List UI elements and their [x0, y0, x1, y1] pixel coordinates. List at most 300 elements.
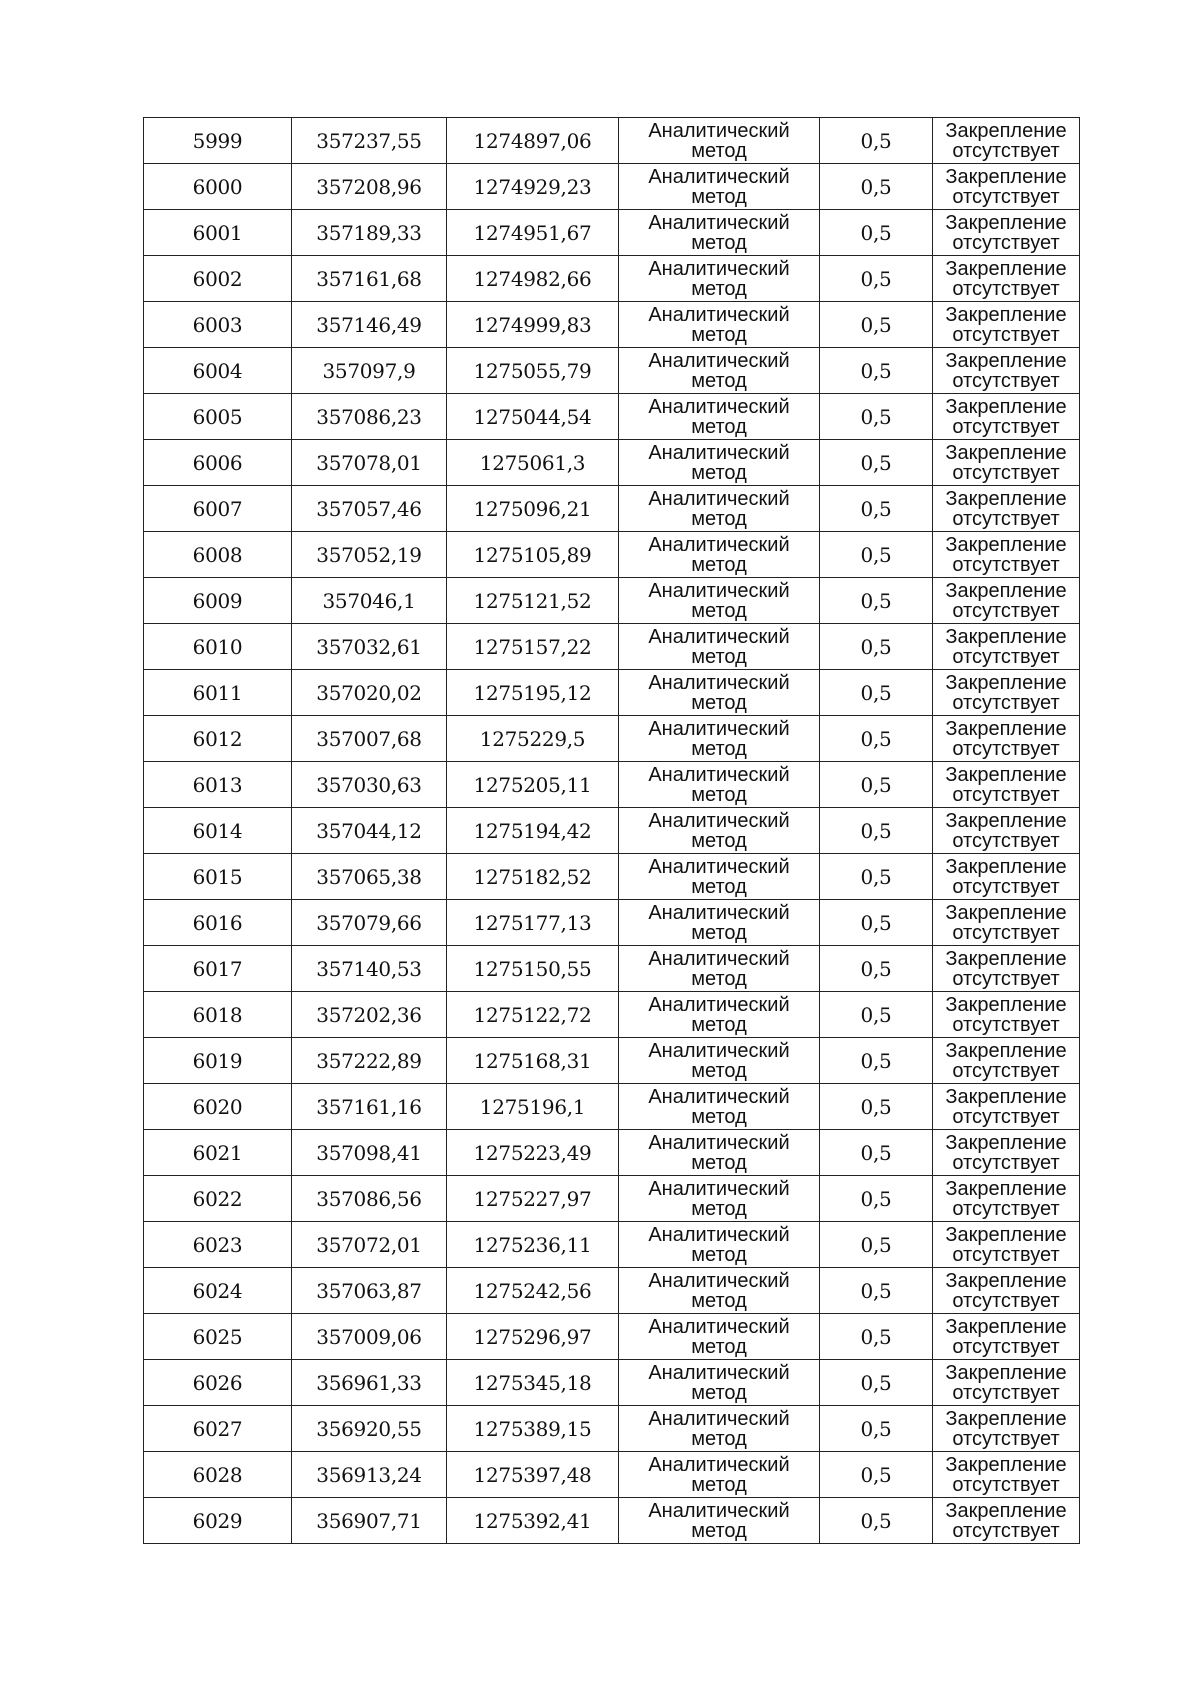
point-number-cell: 6002	[144, 256, 292, 302]
method-cell	[619, 578, 820, 624]
y-coordinate-cell: 1275182,52	[447, 854, 619, 900]
accuracy-cell: 0,5	[820, 1498, 933, 1544]
y-coordinate-cell: 1275055,79	[447, 348, 619, 394]
method-text-line: Аналитический	[648, 671, 790, 694]
accuracy-cell: 0,5	[820, 1038, 933, 1084]
table-row	[144, 394, 1080, 440]
method-text-line: Аналитический	[648, 349, 790, 372]
fixing-cell	[933, 1498, 1080, 1544]
x-coordinate-cell: 357078,01	[292, 440, 447, 486]
fixing-cell	[933, 1268, 1080, 1314]
fixing-text-line: Закрепление	[945, 487, 1067, 510]
table-row	[144, 486, 1080, 532]
method-text-line: Аналитический	[648, 395, 790, 418]
fixing-text-line: отсутствует	[952, 1289, 1060, 1312]
accuracy-cell: 0,5	[820, 302, 933, 348]
fixing-cell	[933, 992, 1080, 1038]
accuracy-cell: 0,5	[820, 1222, 933, 1268]
fixing-text-line: Закрепление	[945, 1177, 1067, 1200]
method-text-line: Аналитический	[648, 1131, 790, 1154]
fixing-text-line: отсутствует	[952, 1059, 1060, 1082]
point-number-cell: 6010	[144, 624, 292, 670]
method-text-line: Аналитический	[648, 211, 790, 234]
x-coordinate-cell: 357030,63	[292, 762, 447, 808]
accuracy-cell: 0,5	[820, 1452, 933, 1498]
fixing-text-line: отсутствует	[952, 1013, 1060, 1036]
method-text-line: метод	[691, 277, 747, 300]
table-row	[144, 1498, 1080, 1544]
y-coordinate-cell: 1275044,54	[447, 394, 619, 440]
table-row	[144, 1452, 1080, 1498]
y-coordinate-cell: 1275223,49	[447, 1130, 619, 1176]
y-coordinate-cell: 1275236,11	[447, 1222, 619, 1268]
table-row	[144, 670, 1080, 716]
method-cell	[619, 1130, 820, 1176]
accuracy-cell: 0,5	[820, 118, 933, 164]
fixing-text-line: Закрепление	[945, 1453, 1067, 1476]
x-coordinate-cell: 357046,1	[292, 578, 447, 624]
method-text-line: Аналитический	[648, 303, 790, 326]
accuracy-cell: 0,5	[820, 900, 933, 946]
fixing-text-line: отсутствует	[952, 1197, 1060, 1220]
table-row	[144, 1222, 1080, 1268]
fixing-text-line: Закрепление	[945, 1085, 1067, 1108]
y-coordinate-cell: 1275150,55	[447, 946, 619, 992]
y-coordinate-cell: 1275061,3	[447, 440, 619, 486]
x-coordinate-cell: 357098,41	[292, 1130, 447, 1176]
method-cell	[619, 1360, 820, 1406]
fixing-cell	[933, 1222, 1080, 1268]
method-text-line: Аналитический	[648, 809, 790, 832]
fixing-text-line: Закрепление	[945, 1131, 1067, 1154]
fixing-cell	[933, 854, 1080, 900]
accuracy-cell: 0,5	[820, 716, 933, 762]
accuracy-cell: 0,5	[820, 1084, 933, 1130]
point-number-cell: 6014	[144, 808, 292, 854]
method-text-line: метод	[691, 507, 747, 530]
accuracy-cell: 0,5	[820, 946, 933, 992]
method-text-line: Аналитический	[648, 901, 790, 924]
y-coordinate-cell: 1274951,67	[447, 210, 619, 256]
method-text-line: метод	[691, 875, 747, 898]
method-text-line: Аналитический	[648, 1453, 790, 1476]
x-coordinate-cell: 357072,01	[292, 1222, 447, 1268]
method-text-line: Аналитический	[648, 533, 790, 556]
method-text-line: Аналитический	[648, 1407, 790, 1430]
x-coordinate-cell: 357086,23	[292, 394, 447, 440]
fixing-text-line: отсутствует	[952, 875, 1060, 898]
point-number-cell: 6021	[144, 1130, 292, 1176]
method-text-line: метод	[691, 1335, 747, 1358]
fixing-text-line: Закрепление	[945, 1361, 1067, 1384]
fixing-text-line: Закрепление	[945, 533, 1067, 556]
method-text-line: метод	[691, 1197, 747, 1220]
fixing-text-line: Закрепление	[945, 579, 1067, 602]
fixing-text-line: Закрепление	[945, 211, 1067, 234]
accuracy-cell: 0,5	[820, 578, 933, 624]
point-number-cell: 6027	[144, 1406, 292, 1452]
table-row	[144, 900, 1080, 946]
fixing-cell	[933, 946, 1080, 992]
method-text-line: Аналитический	[648, 579, 790, 602]
point-number-cell: 6020	[144, 1084, 292, 1130]
point-number-cell: 6013	[144, 762, 292, 808]
fixing-text-line: Закрепление	[945, 717, 1067, 740]
fixing-text-line: Закрепление	[945, 947, 1067, 970]
fixing-text-line: Закрепление	[945, 625, 1067, 648]
y-coordinate-cell: 1275196,1	[447, 1084, 619, 1130]
accuracy-cell: 0,5	[820, 1406, 933, 1452]
method-cell	[619, 1084, 820, 1130]
method-text-line: метод	[691, 829, 747, 852]
method-cell	[619, 1452, 820, 1498]
accuracy-cell: 0,5	[820, 808, 933, 854]
x-coordinate-cell: 357020,02	[292, 670, 447, 716]
accuracy-cell: 0,5	[820, 394, 933, 440]
method-text-line: метод	[691, 1381, 747, 1404]
method-text-line: Аналитический	[648, 625, 790, 648]
fixing-text-line: Закрепление	[945, 1039, 1067, 1062]
table-row	[144, 808, 1080, 854]
method-cell	[619, 1222, 820, 1268]
fixing-cell	[933, 1314, 1080, 1360]
fixing-text-line: Закрепление	[945, 1499, 1067, 1522]
method-cell	[619, 532, 820, 578]
table-body	[144, 118, 1080, 1544]
fixing-cell	[933, 256, 1080, 302]
fixing-text-line: отсутствует	[952, 783, 1060, 806]
y-coordinate-cell: 1274982,66	[447, 256, 619, 302]
table-row	[144, 1130, 1080, 1176]
method-cell	[619, 762, 820, 808]
fixing-cell	[933, 532, 1080, 578]
method-text-line: Аналитический	[648, 993, 790, 1016]
y-coordinate-cell: 1275205,11	[447, 762, 619, 808]
point-number-cell: 6003	[144, 302, 292, 348]
method-text-line: метод	[691, 1473, 747, 1496]
y-coordinate-cell: 1275194,42	[447, 808, 619, 854]
fixing-text-line: Закрепление	[945, 165, 1067, 188]
method-text-line: Аналитический	[648, 1315, 790, 1338]
table-row	[144, 256, 1080, 302]
x-coordinate-cell: 357052,19	[292, 532, 447, 578]
x-coordinate-cell: 357237,55	[292, 118, 447, 164]
y-coordinate-cell: 1275168,31	[447, 1038, 619, 1084]
fixing-text-line: Закрепление	[945, 763, 1067, 786]
method-text-line: метод	[691, 139, 747, 162]
x-coordinate-cell: 357044,12	[292, 808, 447, 854]
x-coordinate-cell: 357086,56	[292, 1176, 447, 1222]
method-cell	[619, 210, 820, 256]
method-cell	[619, 808, 820, 854]
table-row	[144, 716, 1080, 762]
point-number-cell: 6025	[144, 1314, 292, 1360]
method-text-line: Аналитический	[648, 1085, 790, 1108]
method-text-line: метод	[691, 323, 747, 346]
y-coordinate-cell: 1275389,15	[447, 1406, 619, 1452]
method-text-line: метод	[691, 737, 747, 760]
accuracy-cell: 0,5	[820, 440, 933, 486]
method-text-line: метод	[691, 231, 747, 254]
point-number-cell: 6001	[144, 210, 292, 256]
point-number-cell: 6007	[144, 486, 292, 532]
method-text-line: метод	[691, 783, 747, 806]
method-text-line: метод	[691, 599, 747, 622]
accuracy-cell: 0,5	[820, 256, 933, 302]
accuracy-cell: 0,5	[820, 348, 933, 394]
table-row	[144, 762, 1080, 808]
x-coordinate-cell: 357097,9	[292, 348, 447, 394]
accuracy-cell: 0,5	[820, 992, 933, 1038]
fixing-text-line: Закрепление	[945, 1407, 1067, 1430]
fixing-text-line: отсутствует	[952, 1151, 1060, 1174]
method-text-line: Аналитический	[648, 119, 790, 142]
accuracy-cell: 0,5	[820, 1268, 933, 1314]
x-coordinate-cell: 357009,06	[292, 1314, 447, 1360]
x-coordinate-cell: 356907,71	[292, 1498, 447, 1544]
x-coordinate-cell: 357222,89	[292, 1038, 447, 1084]
fixing-text-line: Закрепление	[945, 993, 1067, 1016]
table-row	[144, 1084, 1080, 1130]
fixing-cell	[933, 1406, 1080, 1452]
method-cell	[619, 716, 820, 762]
fixing-text-line: Закрепление	[945, 441, 1067, 464]
accuracy-cell: 0,5	[820, 1360, 933, 1406]
x-coordinate-cell: 357208,96	[292, 164, 447, 210]
fixing-text-line: Закрепление	[945, 1269, 1067, 1292]
x-coordinate-cell: 357032,61	[292, 624, 447, 670]
method-cell	[619, 1038, 820, 1084]
fixing-cell	[933, 1176, 1080, 1222]
method-text-line: Аналитический	[648, 1223, 790, 1246]
x-coordinate-cell: 357146,49	[292, 302, 447, 348]
method-cell	[619, 1406, 820, 1452]
y-coordinate-cell: 1275157,22	[447, 624, 619, 670]
point-number-cell: 6022	[144, 1176, 292, 1222]
table-row	[144, 1360, 1080, 1406]
fixing-text-line: отсутствует	[952, 1473, 1060, 1496]
point-number-cell: 6029	[144, 1498, 292, 1544]
y-coordinate-cell: 1275177,13	[447, 900, 619, 946]
y-coordinate-cell: 1275397,48	[447, 1452, 619, 1498]
fixing-cell	[933, 164, 1080, 210]
fixing-cell	[933, 762, 1080, 808]
point-number-cell: 6011	[144, 670, 292, 716]
y-coordinate-cell: 1275105,89	[447, 532, 619, 578]
method-text-line: Аналитический	[648, 947, 790, 970]
fixing-cell	[933, 1360, 1080, 1406]
fixing-text-line: Закрепление	[945, 1223, 1067, 1246]
fixing-cell	[933, 210, 1080, 256]
fixing-cell	[933, 578, 1080, 624]
y-coordinate-cell: 1275392,41	[447, 1498, 619, 1544]
method-text-line: метод	[691, 461, 747, 484]
x-coordinate-cell: 356920,55	[292, 1406, 447, 1452]
y-coordinate-cell: 1274999,83	[447, 302, 619, 348]
method-cell	[619, 164, 820, 210]
table-row	[144, 348, 1080, 394]
table-row	[144, 302, 1080, 348]
accuracy-cell: 0,5	[820, 624, 933, 670]
fixing-text-line: отсутствует	[952, 1519, 1060, 1542]
fixing-text-line: отсутствует	[952, 277, 1060, 300]
point-number-cell: 6006	[144, 440, 292, 486]
method-text-line: метод	[691, 369, 747, 392]
accuracy-cell: 0,5	[820, 670, 933, 716]
fixing-text-line: отсутствует	[952, 1381, 1060, 1404]
fixing-text-line: отсутствует	[952, 139, 1060, 162]
fixing-text-line: Закрепление	[945, 901, 1067, 924]
y-coordinate-cell: 1275242,56	[447, 1268, 619, 1314]
y-coordinate-cell: 1275345,18	[447, 1360, 619, 1406]
fixing-text-line: отсутствует	[952, 461, 1060, 484]
table-row	[144, 1314, 1080, 1360]
fixing-text-line: отсутствует	[952, 921, 1060, 944]
fixing-cell	[933, 118, 1080, 164]
x-coordinate-cell: 357007,68	[292, 716, 447, 762]
y-coordinate-cell: 1275122,72	[447, 992, 619, 1038]
point-number-cell: 6012	[144, 716, 292, 762]
fixing-cell	[933, 1038, 1080, 1084]
point-number-cell: 6017	[144, 946, 292, 992]
fixing-text-line: Закрепление	[945, 119, 1067, 142]
point-number-cell: 6026	[144, 1360, 292, 1406]
accuracy-cell: 0,5	[820, 762, 933, 808]
method-cell	[619, 440, 820, 486]
method-text-line: метод	[691, 1059, 747, 1082]
y-coordinate-cell: 1274929,23	[447, 164, 619, 210]
point-number-cell: 5999	[144, 118, 292, 164]
method-cell	[619, 900, 820, 946]
fixing-text-line: отсутствует	[952, 185, 1060, 208]
fixing-text-line: отсутствует	[952, 691, 1060, 714]
fixing-text-line: отсутствует	[952, 967, 1060, 990]
fixing-cell	[933, 486, 1080, 532]
fixing-cell	[933, 1452, 1080, 1498]
table-row	[144, 118, 1080, 164]
point-number-cell: 6005	[144, 394, 292, 440]
method-cell	[619, 624, 820, 670]
point-number-cell: 6023	[144, 1222, 292, 1268]
fixing-text-line: отсутствует	[952, 1427, 1060, 1450]
coordinates-table	[143, 117, 1080, 1544]
fixing-cell	[933, 394, 1080, 440]
method-text-line: метод	[691, 415, 747, 438]
method-text-line: Аналитический	[648, 441, 790, 464]
method-text-line: метод	[691, 1105, 747, 1128]
method-text-line: Аналитический	[648, 763, 790, 786]
table-row	[144, 440, 1080, 486]
fixing-cell	[933, 302, 1080, 348]
fixing-cell	[933, 348, 1080, 394]
fixing-text-line: Закрепление	[945, 1315, 1067, 1338]
fixing-text-line: отсутствует	[952, 415, 1060, 438]
accuracy-cell: 0,5	[820, 854, 933, 900]
y-coordinate-cell: 1275227,97	[447, 1176, 619, 1222]
accuracy-cell: 0,5	[820, 1130, 933, 1176]
method-text-line: метод	[691, 1427, 747, 1450]
method-text-line: Аналитический	[648, 1361, 790, 1384]
method-text-line: метод	[691, 1289, 747, 1312]
x-coordinate-cell: 357140,53	[292, 946, 447, 992]
method-text-line: Аналитический	[648, 165, 790, 188]
x-coordinate-cell: 357063,87	[292, 1268, 447, 1314]
table-row	[144, 210, 1080, 256]
x-coordinate-cell: 357161,68	[292, 256, 447, 302]
table-row	[144, 1176, 1080, 1222]
method-text-line: Аналитический	[648, 257, 790, 280]
method-text-line: Аналитический	[648, 1269, 790, 1292]
table-row	[144, 624, 1080, 670]
method-cell	[619, 1176, 820, 1222]
fixing-text-line: отсутствует	[952, 645, 1060, 668]
fixing-text-line: отсутствует	[952, 231, 1060, 254]
fixing-text-line: отсутствует	[952, 737, 1060, 760]
method-text-line: Аналитический	[648, 1177, 790, 1200]
x-coordinate-cell: 357189,33	[292, 210, 447, 256]
y-coordinate-cell: 1274897,06	[447, 118, 619, 164]
accuracy-cell: 0,5	[820, 210, 933, 256]
table-row	[144, 164, 1080, 210]
y-coordinate-cell: 1275296,97	[447, 1314, 619, 1360]
method-text-line: метод	[691, 1243, 747, 1266]
method-cell	[619, 394, 820, 440]
method-text-line: метод	[691, 1519, 747, 1542]
method-cell	[619, 992, 820, 1038]
fixing-cell	[933, 716, 1080, 762]
method-text-line: метод	[691, 1151, 747, 1174]
y-coordinate-cell: 1275229,5	[447, 716, 619, 762]
fixing-text-line: Закрепление	[945, 855, 1067, 878]
method-text-line: метод	[691, 645, 747, 668]
method-cell	[619, 1314, 820, 1360]
point-number-cell: 6016	[144, 900, 292, 946]
fixing-cell	[933, 670, 1080, 716]
method-cell	[619, 946, 820, 992]
table-row	[144, 1038, 1080, 1084]
fixing-text-line: Закрепление	[945, 809, 1067, 832]
point-number-cell: 6019	[144, 1038, 292, 1084]
fixing-text-line: отсутствует	[952, 829, 1060, 852]
table-row	[144, 992, 1080, 1038]
point-number-cell: 6024	[144, 1268, 292, 1314]
method-text-line: метод	[691, 921, 747, 944]
fixing-cell	[933, 808, 1080, 854]
point-number-cell: 6018	[144, 992, 292, 1038]
accuracy-cell: 0,5	[820, 1176, 933, 1222]
x-coordinate-cell: 356913,24	[292, 1452, 447, 1498]
method-cell	[619, 118, 820, 164]
fixing-text-line: Закрепление	[945, 303, 1067, 326]
table-row	[144, 1268, 1080, 1314]
point-number-cell: 6028	[144, 1452, 292, 1498]
x-coordinate-cell: 357057,46	[292, 486, 447, 532]
point-number-cell: 6009	[144, 578, 292, 624]
table-row	[144, 1406, 1080, 1452]
point-number-cell: 6015	[144, 854, 292, 900]
y-coordinate-cell: 1275195,12	[447, 670, 619, 716]
method-cell	[619, 854, 820, 900]
fixing-text-line: Закрепление	[945, 349, 1067, 372]
fixing-text-line: отсутствует	[952, 599, 1060, 622]
method-cell	[619, 256, 820, 302]
table-row	[144, 532, 1080, 578]
method-text-line: Аналитический	[648, 855, 790, 878]
fixing-cell	[933, 624, 1080, 670]
fixing-text-line: отсутствует	[952, 507, 1060, 530]
method-text-line: Аналитический	[648, 1499, 790, 1522]
fixing-text-line: отсутствует	[952, 553, 1060, 576]
